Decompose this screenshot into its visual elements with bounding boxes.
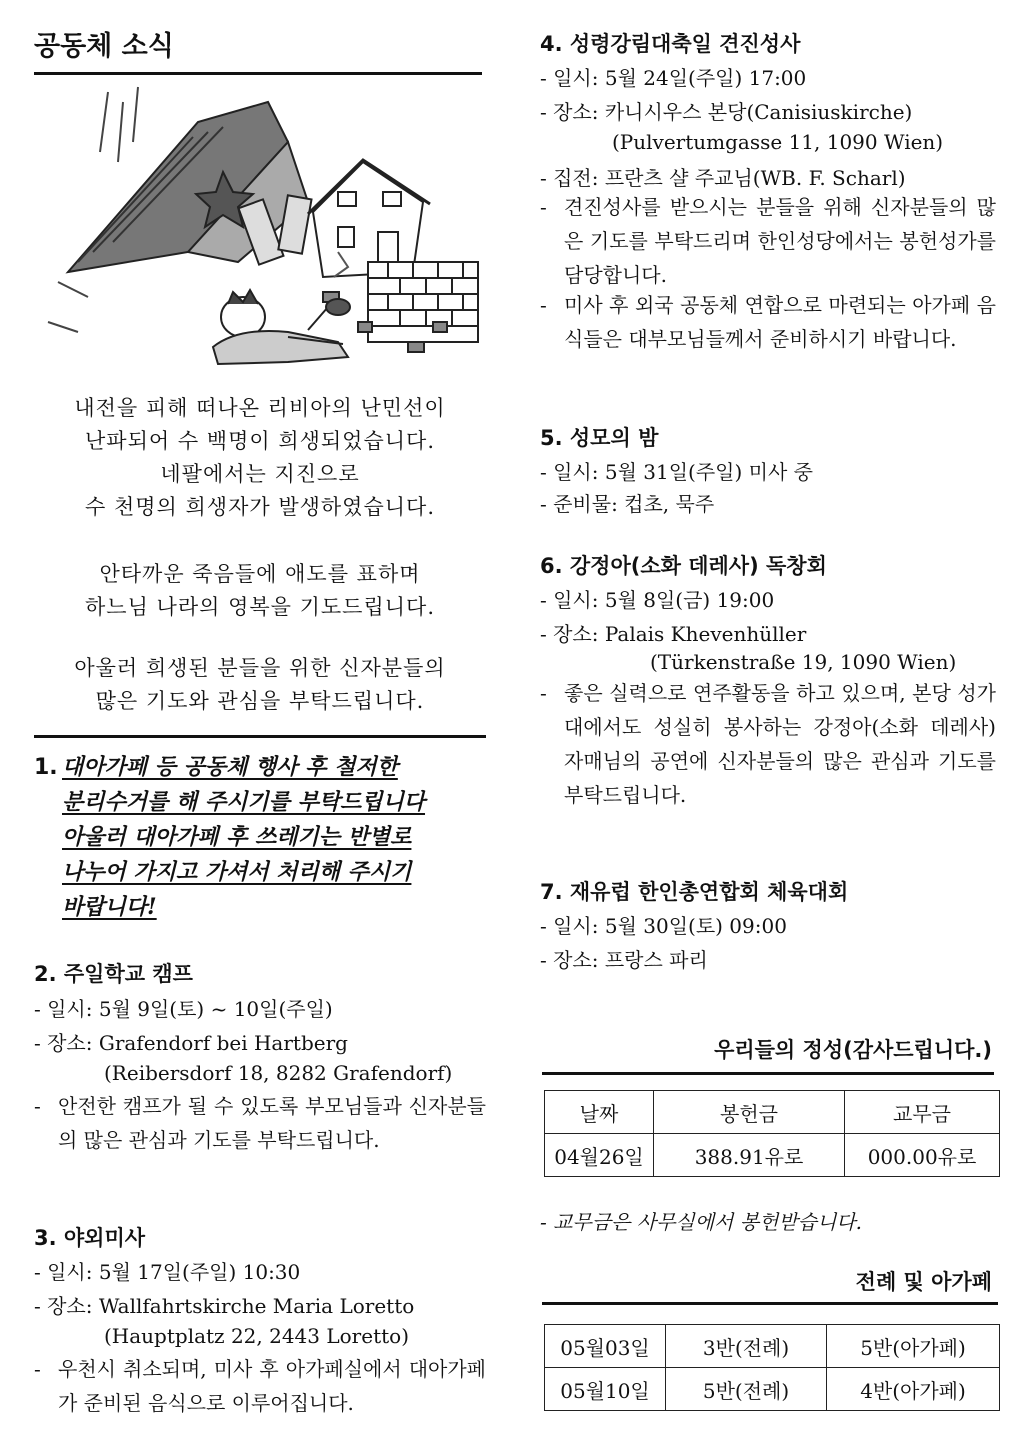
cell-liturgy: 3반(전례) — [666, 1325, 827, 1368]
notice-line: 바랍니다! — [62, 894, 157, 920]
cell-agape: 4반(아가페) — [827, 1368, 1000, 1411]
item4-celebrant: - 집전: 프란츠 샬 주교님(WB. F. Scharl) — [540, 166, 906, 190]
intro-line: 안타까운 죽음들에 애도를 표하며 — [99, 562, 421, 586]
item2-place: - 장소: Grafendorf bei Hartberg — [34, 1031, 348, 1055]
cell-offering: 388.91유로 — [654, 1134, 845, 1177]
cell-date: 04월26일 — [545, 1134, 654, 1177]
cell-agape: 5반(아가페) — [827, 1325, 1000, 1368]
item7-place: - 장소: 프랑스 파리 — [540, 948, 708, 972]
header-offering: 봉헌금 — [654, 1091, 845, 1134]
intro-line: 네팔에서는 지진으로 — [160, 462, 360, 486]
item6-title: 6. 강정아(소화 데레사) 독창회 — [540, 554, 827, 578]
item2-date: - 일시: 5월 9일(토) ~ 10일(주일) — [34, 997, 333, 1021]
item6-note: - 좋은 실력으로 연주활동을 하고 있으며, 본당 성가대에서도 성실히 봉사하는 강정아(소화 데레사) 자매님의 공연에 신자분들의 많은 관심과 기도를 부탁드립니다. — [540, 681, 996, 807]
item3-note: - 우천시 취소되며, 미사 후 아가페실에서 대아가페가 준비된 음식으로 이루어집니다. — [34, 1357, 486, 1415]
notice-line: 아울러 대아가페 후 쓰레기는 반별로 — [62, 824, 412, 850]
liturgy-table — [544, 1324, 1000, 1411]
header-date: 날짜 — [545, 1091, 654, 1134]
item7-title: 7. 재유럽 한인총연합회 체육대회 — [540, 880, 849, 904]
item3-title: 3. 야외미사 — [34, 1226, 146, 1250]
item4-date: - 일시: 5월 24일(주일) 17:00 — [540, 66, 807, 90]
item3-place: - 장소: Wallfahrtskirche Maria Loretto — [34, 1294, 415, 1318]
cell-date: 05월03일 — [545, 1325, 666, 1368]
item2-title: 2. 주일학교 캠프 — [34, 962, 193, 986]
table-header-row — [545, 1091, 1000, 1134]
item7-date: - 일시: 5월 30일(토) 09:00 — [540, 914, 787, 938]
header-dues: 교무금 — [845, 1091, 1000, 1134]
notice-line: 나누어 가지고 가셔서 처리해 주시기 — [62, 859, 412, 885]
intro-line: 내전을 피해 떠나온 리비아의 난민선이 — [74, 396, 446, 420]
item4-note2: - 미사 후 외국 공동체 연합으로 마련되는 아가페 음식들은 대부모님들께서 준비하시기 바랍니다. — [540, 293, 996, 351]
item3-address: (Hauptplatz 22, 2443 Loretto) — [104, 1324, 409, 1348]
item4-place: - 장소: 카니시우스 본당(Canisiuskirche) — [540, 100, 913, 124]
item3-date: - 일시: 5월 17일(주일) 10:30 — [34, 1260, 301, 1284]
intro-paragraph-1 — [34, 392, 486, 524]
title-underline — [34, 72, 482, 75]
item6-place: - 장소: Palais Khevenhüller — [540, 622, 807, 646]
offering-title: 우리들의 정성(감사드립니다.) — [714, 1038, 992, 1062]
divider — [34, 735, 486, 738]
cell-date: 05월10일 — [545, 1368, 666, 1411]
shipwreck-earthquake-illustration — [38, 82, 486, 382]
intro-line: 수 천명의 희생자가 발생하였습니다. — [85, 495, 435, 519]
offering-table — [544, 1090, 1000, 1177]
intro-line: 난파되어 수 백명이 희생되었습니다. — [85, 429, 435, 453]
dues-note: - 교무금은 사무실에서 봉헌받습니다. — [540, 1210, 862, 1234]
item5-date: - 일시: 5월 31일(주일) 미사 중 — [540, 460, 813, 484]
section-title: 공동체 소식 — [34, 31, 174, 62]
recycling-notice — [34, 750, 486, 925]
offering-rule — [542, 1072, 994, 1075]
cell-dues: 000.00유로 — [845, 1134, 1000, 1177]
intro-line: 하느님 나라의 영복을 기도드립니다. — [85, 595, 435, 619]
item6-address: (Türkenstraße 19, 1090 Wien) — [650, 650, 957, 674]
intro-line: 아울러 희생된 분들을 위한 신자분들의 — [74, 656, 446, 680]
item5-title: 5. 성모의 밤 — [540, 426, 659, 450]
item2-address: (Reibersdorf 18, 8282 Grafendorf) — [104, 1061, 453, 1085]
table-row — [545, 1325, 1000, 1368]
notice-line: 대아가페 등 공동체 행사 후 철저한 — [62, 754, 398, 780]
cell-liturgy: 5반(전례) — [666, 1368, 827, 1411]
item2-note: - 안전한 캠프가 될 수 있도록 부모님들과 신자분들의 많은 관심과 기도를 부탁드립니다. — [34, 1094, 486, 1152]
item4-note1: - 견진성사를 받으시는 분들을 위해 신자분들의 많은 기도를 부탁드리며 한인성당에서는 봉헌성가를 담당합니다. — [540, 195, 996, 287]
liturgy-title: 전례 및 아가페 — [855, 1270, 992, 1294]
notice-number: 1. — [34, 755, 58, 780]
item5-supplies: - 준비물: 컵초, 묵주 — [540, 492, 715, 516]
item6-date: - 일시: 5월 8일(금) 19:00 — [540, 588, 775, 612]
item4-title: 4. 성령강림대축일 견진성사 — [540, 32, 801, 56]
liturgy-rule — [542, 1302, 998, 1305]
intro-line: 많은 기도와 관심을 부탁드립니다. — [95, 689, 425, 713]
table-row — [545, 1368, 1000, 1411]
intro-paragraph-3 — [34, 652, 486, 718]
table-row — [545, 1134, 1000, 1177]
item4-address: (Pulvertumgasse 11, 1090 Wien) — [612, 130, 944, 154]
notice-line: 분리수거를 해 주시기를 부탁드립니다 — [62, 789, 426, 815]
intro-paragraph-2 — [34, 558, 486, 624]
